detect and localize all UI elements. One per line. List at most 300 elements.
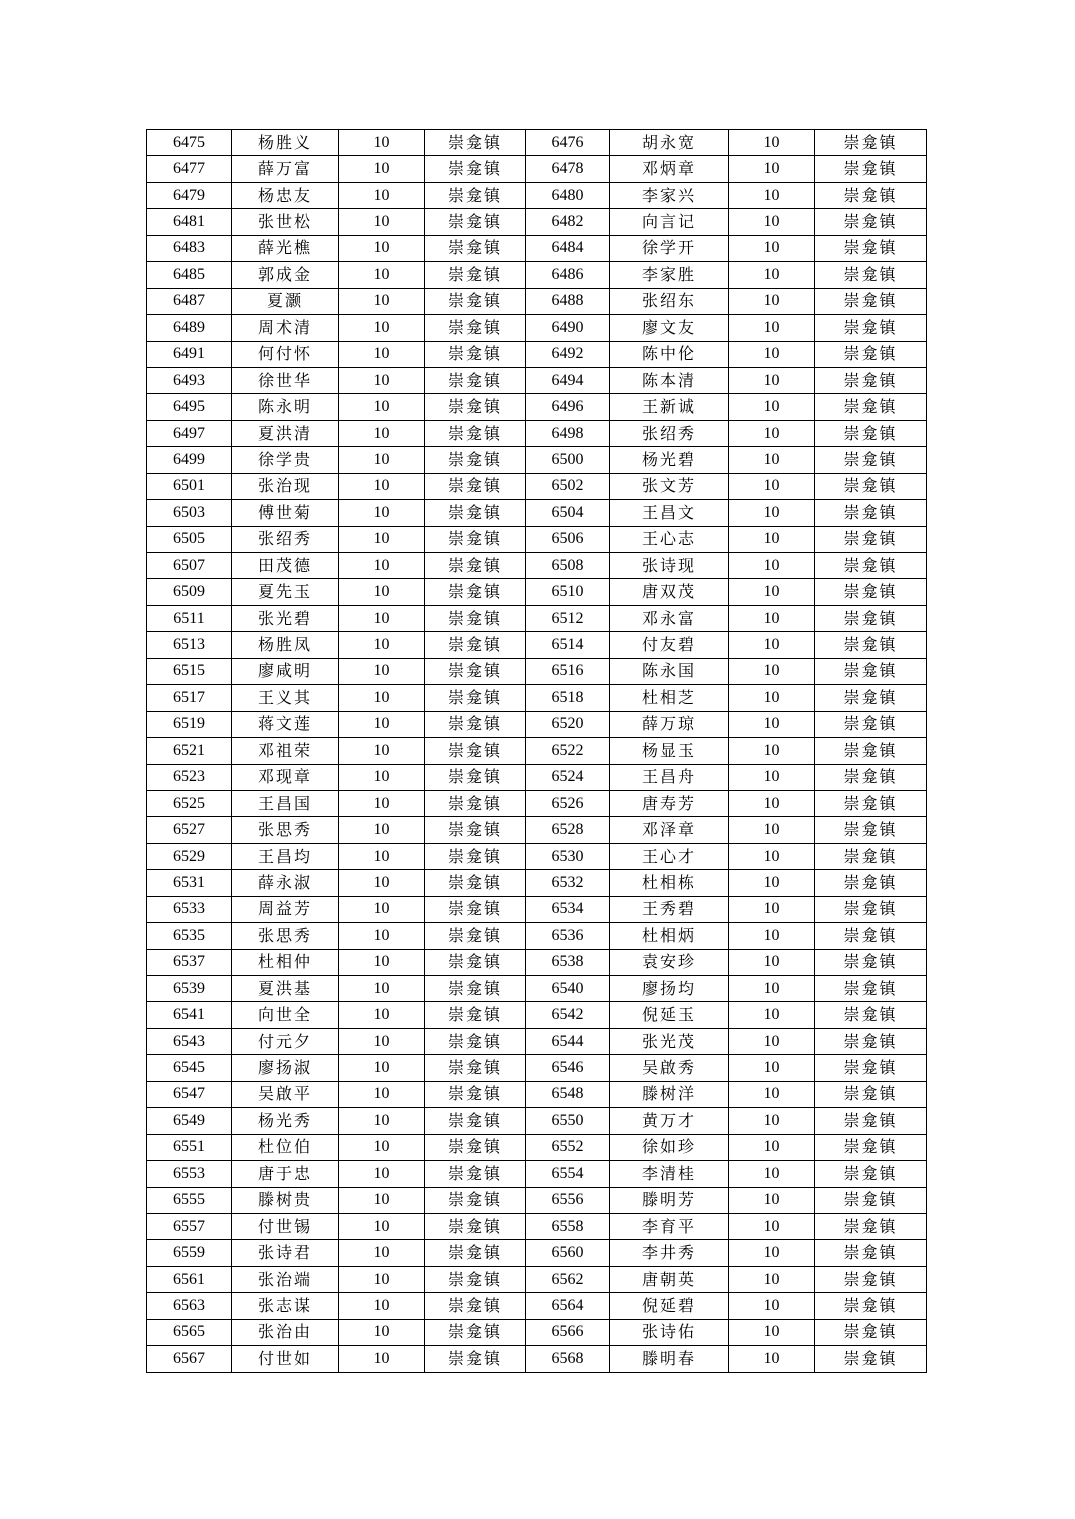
- cell-town-right: 崇龛镇: [815, 420, 927, 446]
- cell-town-right: 崇龛镇: [815, 605, 927, 631]
- cell-name-left: 廖扬淑: [232, 1055, 339, 1081]
- cell-town-right: 崇龛镇: [815, 579, 927, 605]
- cell-town-right: 崇龛镇: [815, 262, 927, 288]
- table-row: [147, 288, 927, 314]
- cell-id-left: 6529: [147, 843, 232, 869]
- cell-town-left: 崇龛镇: [425, 738, 526, 764]
- table-row: [147, 209, 927, 235]
- cell-id-left: 6531: [147, 870, 232, 896]
- cell-name-right: 吴啟秀: [610, 1055, 729, 1081]
- table-row: [147, 526, 927, 552]
- cell-amount-right: 10: [729, 235, 815, 261]
- cell-amount-left: 10: [339, 605, 425, 631]
- cell-id-right: 6508: [526, 553, 610, 579]
- cell-town-right: 崇龛镇: [815, 1319, 927, 1345]
- cell-id-left: 6527: [147, 817, 232, 843]
- cell-id-left: 6475: [147, 130, 232, 156]
- cell-id-right: 6538: [526, 949, 610, 975]
- cell-town-right: 崇龛镇: [815, 1002, 927, 1028]
- cell-town-left: 崇龛镇: [425, 1346, 526, 1372]
- cell-town-right: 崇龛镇: [815, 738, 927, 764]
- table-row: [147, 447, 927, 473]
- cell-id-right: 6484: [526, 235, 610, 261]
- table-row: [147, 315, 927, 341]
- cell-id-left: 6565: [147, 1319, 232, 1345]
- cell-name-left: 王昌国: [232, 790, 339, 816]
- cell-amount-right: 10: [729, 1240, 815, 1266]
- cell-id-left: 6495: [147, 394, 232, 420]
- cell-name-left: 张治端: [232, 1266, 339, 1292]
- cell-amount-right: 10: [729, 1002, 815, 1028]
- cell-amount-left: 10: [339, 315, 425, 341]
- cell-id-right: 6480: [526, 182, 610, 208]
- cell-town-left: 崇龛镇: [425, 923, 526, 949]
- roster-table: [146, 129, 927, 1373]
- cell-town-right: 崇龛镇: [815, 209, 927, 235]
- cell-id-left: 6553: [147, 1161, 232, 1187]
- cell-name-right: 王心才: [610, 843, 729, 869]
- table-row: [147, 976, 927, 1002]
- cell-amount-left: 10: [339, 130, 425, 156]
- cell-name-right: 杜相芝: [610, 685, 729, 711]
- cell-amount-right: 10: [729, 738, 815, 764]
- table-row: [147, 923, 927, 949]
- cell-town-left: 崇龛镇: [425, 1213, 526, 1239]
- table-row: [147, 182, 927, 208]
- cell-amount-right: 10: [729, 553, 815, 579]
- cell-id-left: 6493: [147, 367, 232, 393]
- cell-town-left: 崇龛镇: [425, 1055, 526, 1081]
- cell-name-right: 滕树洋: [610, 1081, 729, 1107]
- cell-id-right: 6550: [526, 1108, 610, 1134]
- cell-town-left: 崇龛镇: [425, 764, 526, 790]
- cell-name-right: 唐双茂: [610, 579, 729, 605]
- cell-name-left: 周术清: [232, 315, 339, 341]
- cell-amount-left: 10: [339, 658, 425, 684]
- cell-name-left: 徐世华: [232, 367, 339, 393]
- table-row: [147, 870, 927, 896]
- cell-amount-right: 10: [729, 341, 815, 367]
- cell-name-right: 陈永国: [610, 658, 729, 684]
- table-row: [147, 1134, 927, 1160]
- cell-id-right: 6534: [526, 896, 610, 922]
- cell-id-right: 6562: [526, 1266, 610, 1292]
- cell-name-right: 付友碧: [610, 632, 729, 658]
- table-row: [147, 1240, 927, 1266]
- cell-name-right: 杨显玉: [610, 738, 729, 764]
- cell-id-right: 6564: [526, 1293, 610, 1319]
- cell-id-right: 6566: [526, 1319, 610, 1345]
- cell-name-left: 杨光秀: [232, 1108, 339, 1134]
- cell-amount-left: 10: [339, 1134, 425, 1160]
- cell-id-right: 6560: [526, 1240, 610, 1266]
- cell-id-left: 6561: [147, 1266, 232, 1292]
- table-row: [147, 817, 927, 843]
- cell-name-right: 李清桂: [610, 1161, 729, 1187]
- cell-amount-left: 10: [339, 367, 425, 393]
- cell-id-right: 6502: [526, 473, 610, 499]
- cell-amount-right: 10: [729, 1055, 815, 1081]
- cell-town-right: 崇龛镇: [815, 1346, 927, 1372]
- cell-town-left: 崇龛镇: [425, 553, 526, 579]
- cell-amount-left: 10: [339, 288, 425, 314]
- cell-amount-left: 10: [339, 553, 425, 579]
- table-row: [147, 790, 927, 816]
- table-row: [147, 1108, 927, 1134]
- cell-town-right: 崇龛镇: [815, 1028, 927, 1054]
- cell-id-left: 6557: [147, 1213, 232, 1239]
- cell-amount-left: 10: [339, 923, 425, 949]
- cell-town-right: 崇龛镇: [815, 764, 927, 790]
- cell-name-right: 杜相栋: [610, 870, 729, 896]
- cell-amount-right: 10: [729, 949, 815, 975]
- cell-id-left: 6555: [147, 1187, 232, 1213]
- cell-id-right: 6504: [526, 500, 610, 526]
- cell-town-right: 崇龛镇: [815, 843, 927, 869]
- cell-amount-left: 10: [339, 1319, 425, 1345]
- cell-name-left: 薛光樵: [232, 235, 339, 261]
- cell-name-left: 蒋文莲: [232, 711, 339, 737]
- cell-name-right: 徐如珍: [610, 1134, 729, 1160]
- cell-amount-left: 10: [339, 341, 425, 367]
- cell-id-right: 6548: [526, 1081, 610, 1107]
- cell-id-left: 6525: [147, 790, 232, 816]
- cell-name-right: 张绍秀: [610, 420, 729, 446]
- cell-amount-left: 10: [339, 1293, 425, 1319]
- cell-town-left: 崇龛镇: [425, 209, 526, 235]
- table-row: [147, 1266, 927, 1292]
- cell-amount-left: 10: [339, 1028, 425, 1054]
- cell-name-right: 张绍东: [610, 288, 729, 314]
- cell-id-right: 6556: [526, 1187, 610, 1213]
- cell-town-right: 崇龛镇: [815, 553, 927, 579]
- cell-name-left: 付世如: [232, 1346, 339, 1372]
- cell-id-left: 6519: [147, 711, 232, 737]
- cell-amount-right: 10: [729, 1346, 815, 1372]
- cell-amount-right: 10: [729, 1081, 815, 1107]
- cell-name-left: 夏灏: [232, 288, 339, 314]
- cell-town-left: 崇龛镇: [425, 790, 526, 816]
- cell-id-right: 6488: [526, 288, 610, 314]
- cell-town-right: 崇龛镇: [815, 1108, 927, 1134]
- cell-id-left: 6559: [147, 1240, 232, 1266]
- cell-id-right: 6558: [526, 1213, 610, 1239]
- cell-amount-left: 10: [339, 579, 425, 605]
- cell-amount-right: 10: [729, 367, 815, 393]
- cell-town-left: 崇龛镇: [425, 817, 526, 843]
- table-row: [147, 1161, 927, 1187]
- cell-amount-right: 10: [729, 976, 815, 1002]
- cell-id-left: 6509: [147, 579, 232, 605]
- cell-name-right: 杨光碧: [610, 447, 729, 473]
- cell-id-right: 6532: [526, 870, 610, 896]
- cell-name-left: 邓祖荣: [232, 738, 339, 764]
- cell-amount-left: 10: [339, 1240, 425, 1266]
- cell-id-right: 6520: [526, 711, 610, 737]
- cell-name-left: 邓现章: [232, 764, 339, 790]
- cell-name-left: 张治由: [232, 1319, 339, 1345]
- cell-amount-right: 10: [729, 870, 815, 896]
- table-row: [147, 605, 927, 631]
- cell-name-left: 薛万富: [232, 156, 339, 182]
- cell-name-left: 张光碧: [232, 605, 339, 631]
- cell-town-left: 崇龛镇: [425, 1319, 526, 1345]
- cell-amount-left: 10: [339, 1187, 425, 1213]
- cell-amount-left: 10: [339, 235, 425, 261]
- cell-town-right: 崇龛镇: [815, 130, 927, 156]
- cell-town-right: 崇龛镇: [815, 500, 927, 526]
- cell-town-right: 崇龛镇: [815, 1081, 927, 1107]
- cell-name-left: 张世松: [232, 209, 339, 235]
- cell-name-left: 吴啟平: [232, 1081, 339, 1107]
- cell-amount-left: 10: [339, 209, 425, 235]
- cell-town-left: 崇龛镇: [425, 288, 526, 314]
- cell-amount-right: 10: [729, 262, 815, 288]
- cell-amount-right: 10: [729, 1161, 815, 1187]
- cell-name-left: 夏先玉: [232, 579, 339, 605]
- cell-id-left: 6479: [147, 182, 232, 208]
- cell-amount-right: 10: [729, 843, 815, 869]
- cell-name-left: 何付怀: [232, 341, 339, 367]
- cell-name-right: 唐寿芳: [610, 790, 729, 816]
- cell-amount-left: 10: [339, 1346, 425, 1372]
- cell-amount-left: 10: [339, 976, 425, 1002]
- cell-name-right: 黄万才: [610, 1108, 729, 1134]
- cell-id-left: 6539: [147, 976, 232, 1002]
- cell-amount-right: 10: [729, 923, 815, 949]
- cell-town-right: 崇龛镇: [815, 341, 927, 367]
- cell-amount-right: 10: [729, 764, 815, 790]
- table-row: [147, 1028, 927, 1054]
- cell-amount-right: 10: [729, 420, 815, 446]
- table-row: [147, 579, 927, 605]
- cell-town-left: 崇龛镇: [425, 1240, 526, 1266]
- cell-id-left: 6481: [147, 209, 232, 235]
- cell-town-right: 崇龛镇: [815, 1213, 927, 1239]
- cell-name-right: 李家兴: [610, 182, 729, 208]
- cell-name-right: 廖扬均: [610, 976, 729, 1002]
- cell-town-left: 崇龛镇: [425, 605, 526, 631]
- cell-name-right: 李家胜: [610, 262, 729, 288]
- cell-name-right: 李育平: [610, 1213, 729, 1239]
- cell-amount-right: 10: [729, 500, 815, 526]
- cell-town-right: 崇龛镇: [815, 394, 927, 420]
- cell-town-left: 崇龛镇: [425, 341, 526, 367]
- cell-town-right: 崇龛镇: [815, 870, 927, 896]
- cell-town-left: 崇龛镇: [425, 632, 526, 658]
- cell-town-left: 崇龛镇: [425, 156, 526, 182]
- cell-town-left: 崇龛镇: [425, 1081, 526, 1107]
- cell-id-right: 6494: [526, 367, 610, 393]
- cell-amount-right: 10: [729, 1108, 815, 1134]
- cell-name-left: 唐于忠: [232, 1161, 339, 1187]
- table-row: [147, 711, 927, 737]
- cell-amount-left: 10: [339, 420, 425, 446]
- cell-name-right: 邓泽章: [610, 817, 729, 843]
- cell-town-left: 崇龛镇: [425, 367, 526, 393]
- cell-name-left: 薛永淑: [232, 870, 339, 896]
- cell-town-left: 崇龛镇: [425, 843, 526, 869]
- cell-amount-right: 10: [729, 632, 815, 658]
- cell-town-left: 崇龛镇: [425, 262, 526, 288]
- cell-id-right: 6568: [526, 1346, 610, 1372]
- cell-town-right: 崇龛镇: [815, 896, 927, 922]
- cell-name-left: 傅世菊: [232, 500, 339, 526]
- cell-amount-right: 10: [729, 658, 815, 684]
- cell-name-right: 张诗现: [610, 553, 729, 579]
- cell-town-right: 崇龛镇: [815, 156, 927, 182]
- cell-name-left: 徐学贵: [232, 447, 339, 473]
- cell-town-right: 崇龛镇: [815, 685, 927, 711]
- cell-id-right: 6482: [526, 209, 610, 235]
- cell-amount-right: 10: [729, 447, 815, 473]
- cell-town-right: 崇龛镇: [815, 315, 927, 341]
- cell-amount-left: 10: [339, 711, 425, 737]
- cell-name-right: 倪延玉: [610, 1002, 729, 1028]
- cell-id-right: 6526: [526, 790, 610, 816]
- table-row: [147, 1293, 927, 1319]
- cell-amount-right: 10: [729, 130, 815, 156]
- cell-town-left: 崇龛镇: [425, 1187, 526, 1213]
- cell-town-right: 崇龛镇: [815, 473, 927, 499]
- cell-id-left: 6517: [147, 685, 232, 711]
- cell-id-left: 6497: [147, 420, 232, 446]
- cell-town-left: 崇龛镇: [425, 130, 526, 156]
- cell-id-right: 6546: [526, 1055, 610, 1081]
- cell-town-left: 崇龛镇: [425, 1134, 526, 1160]
- table-row: [147, 420, 927, 446]
- table-row: [147, 949, 927, 975]
- cell-name-left: 付世锡: [232, 1213, 339, 1239]
- cell-id-left: 6537: [147, 949, 232, 975]
- cell-amount-right: 10: [729, 1028, 815, 1054]
- cell-id-right: 6490: [526, 315, 610, 341]
- cell-amount-left: 10: [339, 1002, 425, 1028]
- cell-name-left: 郭成金: [232, 262, 339, 288]
- table-row: [147, 1081, 927, 1107]
- cell-name-right: 王心志: [610, 526, 729, 552]
- table-row: [147, 1213, 927, 1239]
- cell-id-left: 6477: [147, 156, 232, 182]
- cell-amount-right: 10: [729, 1213, 815, 1239]
- cell-town-left: 崇龛镇: [425, 658, 526, 684]
- table-row: [147, 1187, 927, 1213]
- cell-town-right: 崇龛镇: [815, 447, 927, 473]
- cell-town-left: 崇龛镇: [425, 1108, 526, 1134]
- cell-id-right: 6486: [526, 262, 610, 288]
- cell-id-left: 6545: [147, 1055, 232, 1081]
- cell-name-right: 徐学开: [610, 235, 729, 261]
- cell-id-right: 6540: [526, 976, 610, 1002]
- cell-amount-left: 10: [339, 262, 425, 288]
- table-row: [147, 473, 927, 499]
- cell-amount-left: 10: [339, 685, 425, 711]
- table-row: [147, 843, 927, 869]
- cell-id-right: 6524: [526, 764, 610, 790]
- cell-id-left: 6501: [147, 473, 232, 499]
- cell-name-right: 李井秀: [610, 1240, 729, 1266]
- cell-name-left: 陈永明: [232, 394, 339, 420]
- cell-id-right: 6542: [526, 1002, 610, 1028]
- cell-amount-left: 10: [339, 764, 425, 790]
- cell-amount-left: 10: [339, 473, 425, 499]
- cell-id-right: 6554: [526, 1161, 610, 1187]
- cell-amount-left: 10: [339, 843, 425, 869]
- cell-id-left: 6511: [147, 605, 232, 631]
- cell-town-right: 崇龛镇: [815, 1240, 927, 1266]
- cell-town-right: 崇龛镇: [815, 1293, 927, 1319]
- cell-town-left: 崇龛镇: [425, 394, 526, 420]
- cell-amount-right: 10: [729, 182, 815, 208]
- cell-amount-left: 10: [339, 1108, 425, 1134]
- cell-name-right: 张文芳: [610, 473, 729, 499]
- cell-id-right: 6512: [526, 605, 610, 631]
- cell-amount-right: 10: [729, 526, 815, 552]
- cell-name-left: 王昌均: [232, 843, 339, 869]
- table-row: [147, 235, 927, 261]
- cell-town-right: 崇龛镇: [815, 1266, 927, 1292]
- cell-id-right: 6536: [526, 923, 610, 949]
- cell-id-right: 6514: [526, 632, 610, 658]
- cell-town-left: 崇龛镇: [425, 473, 526, 499]
- table-row: [147, 1002, 927, 1028]
- cell-id-left: 6483: [147, 235, 232, 261]
- cell-amount-left: 10: [339, 1161, 425, 1187]
- table-row: [147, 1319, 927, 1345]
- cell-name-left: 张志谋: [232, 1293, 339, 1319]
- cell-town-left: 崇龛镇: [425, 182, 526, 208]
- cell-amount-right: 10: [729, 1187, 815, 1213]
- cell-amount-right: 10: [729, 1293, 815, 1319]
- cell-name-right: 唐朝英: [610, 1266, 729, 1292]
- cell-id-right: 6500: [526, 447, 610, 473]
- cell-name-left: 张思秀: [232, 817, 339, 843]
- cell-town-right: 崇龛镇: [815, 949, 927, 975]
- cell-amount-right: 10: [729, 579, 815, 605]
- cell-id-right: 6528: [526, 817, 610, 843]
- cell-amount-left: 10: [339, 870, 425, 896]
- cell-id-left: 6507: [147, 553, 232, 579]
- cell-amount-right: 10: [729, 605, 815, 631]
- cell-town-left: 崇龛镇: [425, 447, 526, 473]
- cell-town-right: 崇龛镇: [815, 235, 927, 261]
- cell-id-left: 6541: [147, 1002, 232, 1028]
- cell-id-right: 6492: [526, 341, 610, 367]
- cell-amount-right: 10: [729, 896, 815, 922]
- cell-town-left: 崇龛镇: [425, 420, 526, 446]
- cell-town-left: 崇龛镇: [425, 579, 526, 605]
- cell-town-right: 崇龛镇: [815, 367, 927, 393]
- cell-name-left: 付元夕: [232, 1028, 339, 1054]
- table-row: [147, 130, 927, 156]
- cell-id-left: 6505: [147, 526, 232, 552]
- cell-name-left: 王义其: [232, 685, 339, 711]
- cell-id-left: 6513: [147, 632, 232, 658]
- cell-id-left: 6551: [147, 1134, 232, 1160]
- table-row: [147, 553, 927, 579]
- cell-amount-right: 10: [729, 473, 815, 499]
- cell-id-left: 6523: [147, 764, 232, 790]
- table-row: [147, 262, 927, 288]
- cell-name-left: 滕树贵: [232, 1187, 339, 1213]
- cell-town-left: 崇龛镇: [425, 500, 526, 526]
- table-row: [147, 632, 927, 658]
- cell-name-right: 杜相炳: [610, 923, 729, 949]
- cell-town-right: 崇龛镇: [815, 658, 927, 684]
- cell-name-right: 滕明春: [610, 1346, 729, 1372]
- cell-id-right: 6518: [526, 685, 610, 711]
- cell-name-right: 袁安珍: [610, 949, 729, 975]
